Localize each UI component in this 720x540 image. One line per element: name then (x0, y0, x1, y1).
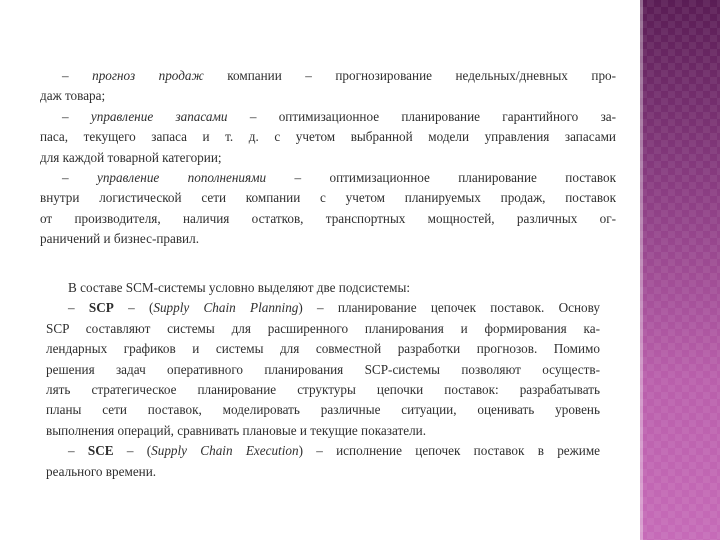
term-sales-forecast: прогноз продаж (92, 68, 204, 83)
decorative-side-band (640, 0, 720, 540)
text-line: ) – исполнение цепочек поставок в режиме (298, 443, 600, 459)
text-block-functions (40, 66, 616, 250)
text-block-subsystems (46, 278, 600, 482)
term-replenishment: управление пополнениями (96, 169, 267, 185)
decorative-band-edge (640, 0, 643, 540)
text-line: решения задач оперативного планирования SCP-системы позволяют осуществ- (46, 361, 600, 377)
text-line: реального времени. (46, 463, 157, 479)
text-line: лять стратегическое планирование структуры цепочки поставок: разрабатывать (46, 381, 600, 397)
paragraph-sales-forecast (40, 66, 616, 86)
text-line: – оптимизационное планирование поставок (294, 169, 616, 185)
text-line: планы сети поставок, моделировать различные ситуации, оценивать уровень (46, 402, 600, 418)
text-line: даж товара; (40, 88, 106, 104)
text-line: SCP составляют системы для расширенного планирования и формирования ка- (46, 320, 600, 336)
text-line: раничений и бизнес-правил. (40, 231, 199, 247)
term-sce: SCE (87, 443, 114, 459)
bullet-dash: – (62, 108, 69, 124)
paragraph-sce (46, 441, 600, 461)
paragraph-scp (46, 298, 600, 318)
subsystems-intro: В составе SCM-системы условно выделяют две подсистемы: (68, 280, 410, 295)
paragraph-inventory-management (40, 107, 616, 127)
text-line: внутри логистической сети компании с учетом планируемых продаж, поставок (40, 190, 616, 206)
bullet-dash: – (68, 300, 75, 316)
text-fragment: – ( (128, 300, 154, 316)
bullet-dash: – (68, 443, 75, 459)
text-fragment: – ( (126, 443, 152, 459)
term-supply-chain-execution: Supply Chain Execution (151, 443, 299, 459)
paragraph-replenishment (40, 168, 616, 188)
text-line: выполнения операций, сравнивать плановые и текущие показатели. (46, 422, 427, 438)
text-line: – оптимизационное планирование гарантийного за- (249, 108, 616, 124)
bullet-dash: – (62, 169, 69, 185)
text-line: от производителя, наличия остатков, транспортных мощностей, различных ог- (40, 210, 616, 226)
term-scp: SCP (88, 300, 114, 316)
text-line: ) – планирование цепочек поставок. Основу (298, 300, 600, 316)
text-line: паса, текущего запаса и т. д. с учетом выбранной модели управления запасами (40, 129, 616, 145)
text-line: компании – прогнозирование недельных/дневных про- (227, 68, 616, 83)
text-line: для каждой товарной категории; (40, 149, 222, 165)
term-supply-chain-planning: Supply Chain Planning (153, 300, 299, 316)
text-line: лендарных графиков и системы для совместной разработки прогнозов. Помимо (46, 341, 600, 357)
bullet-dash: – (62, 68, 69, 83)
term-inventory-management: управление запасами (90, 108, 228, 124)
